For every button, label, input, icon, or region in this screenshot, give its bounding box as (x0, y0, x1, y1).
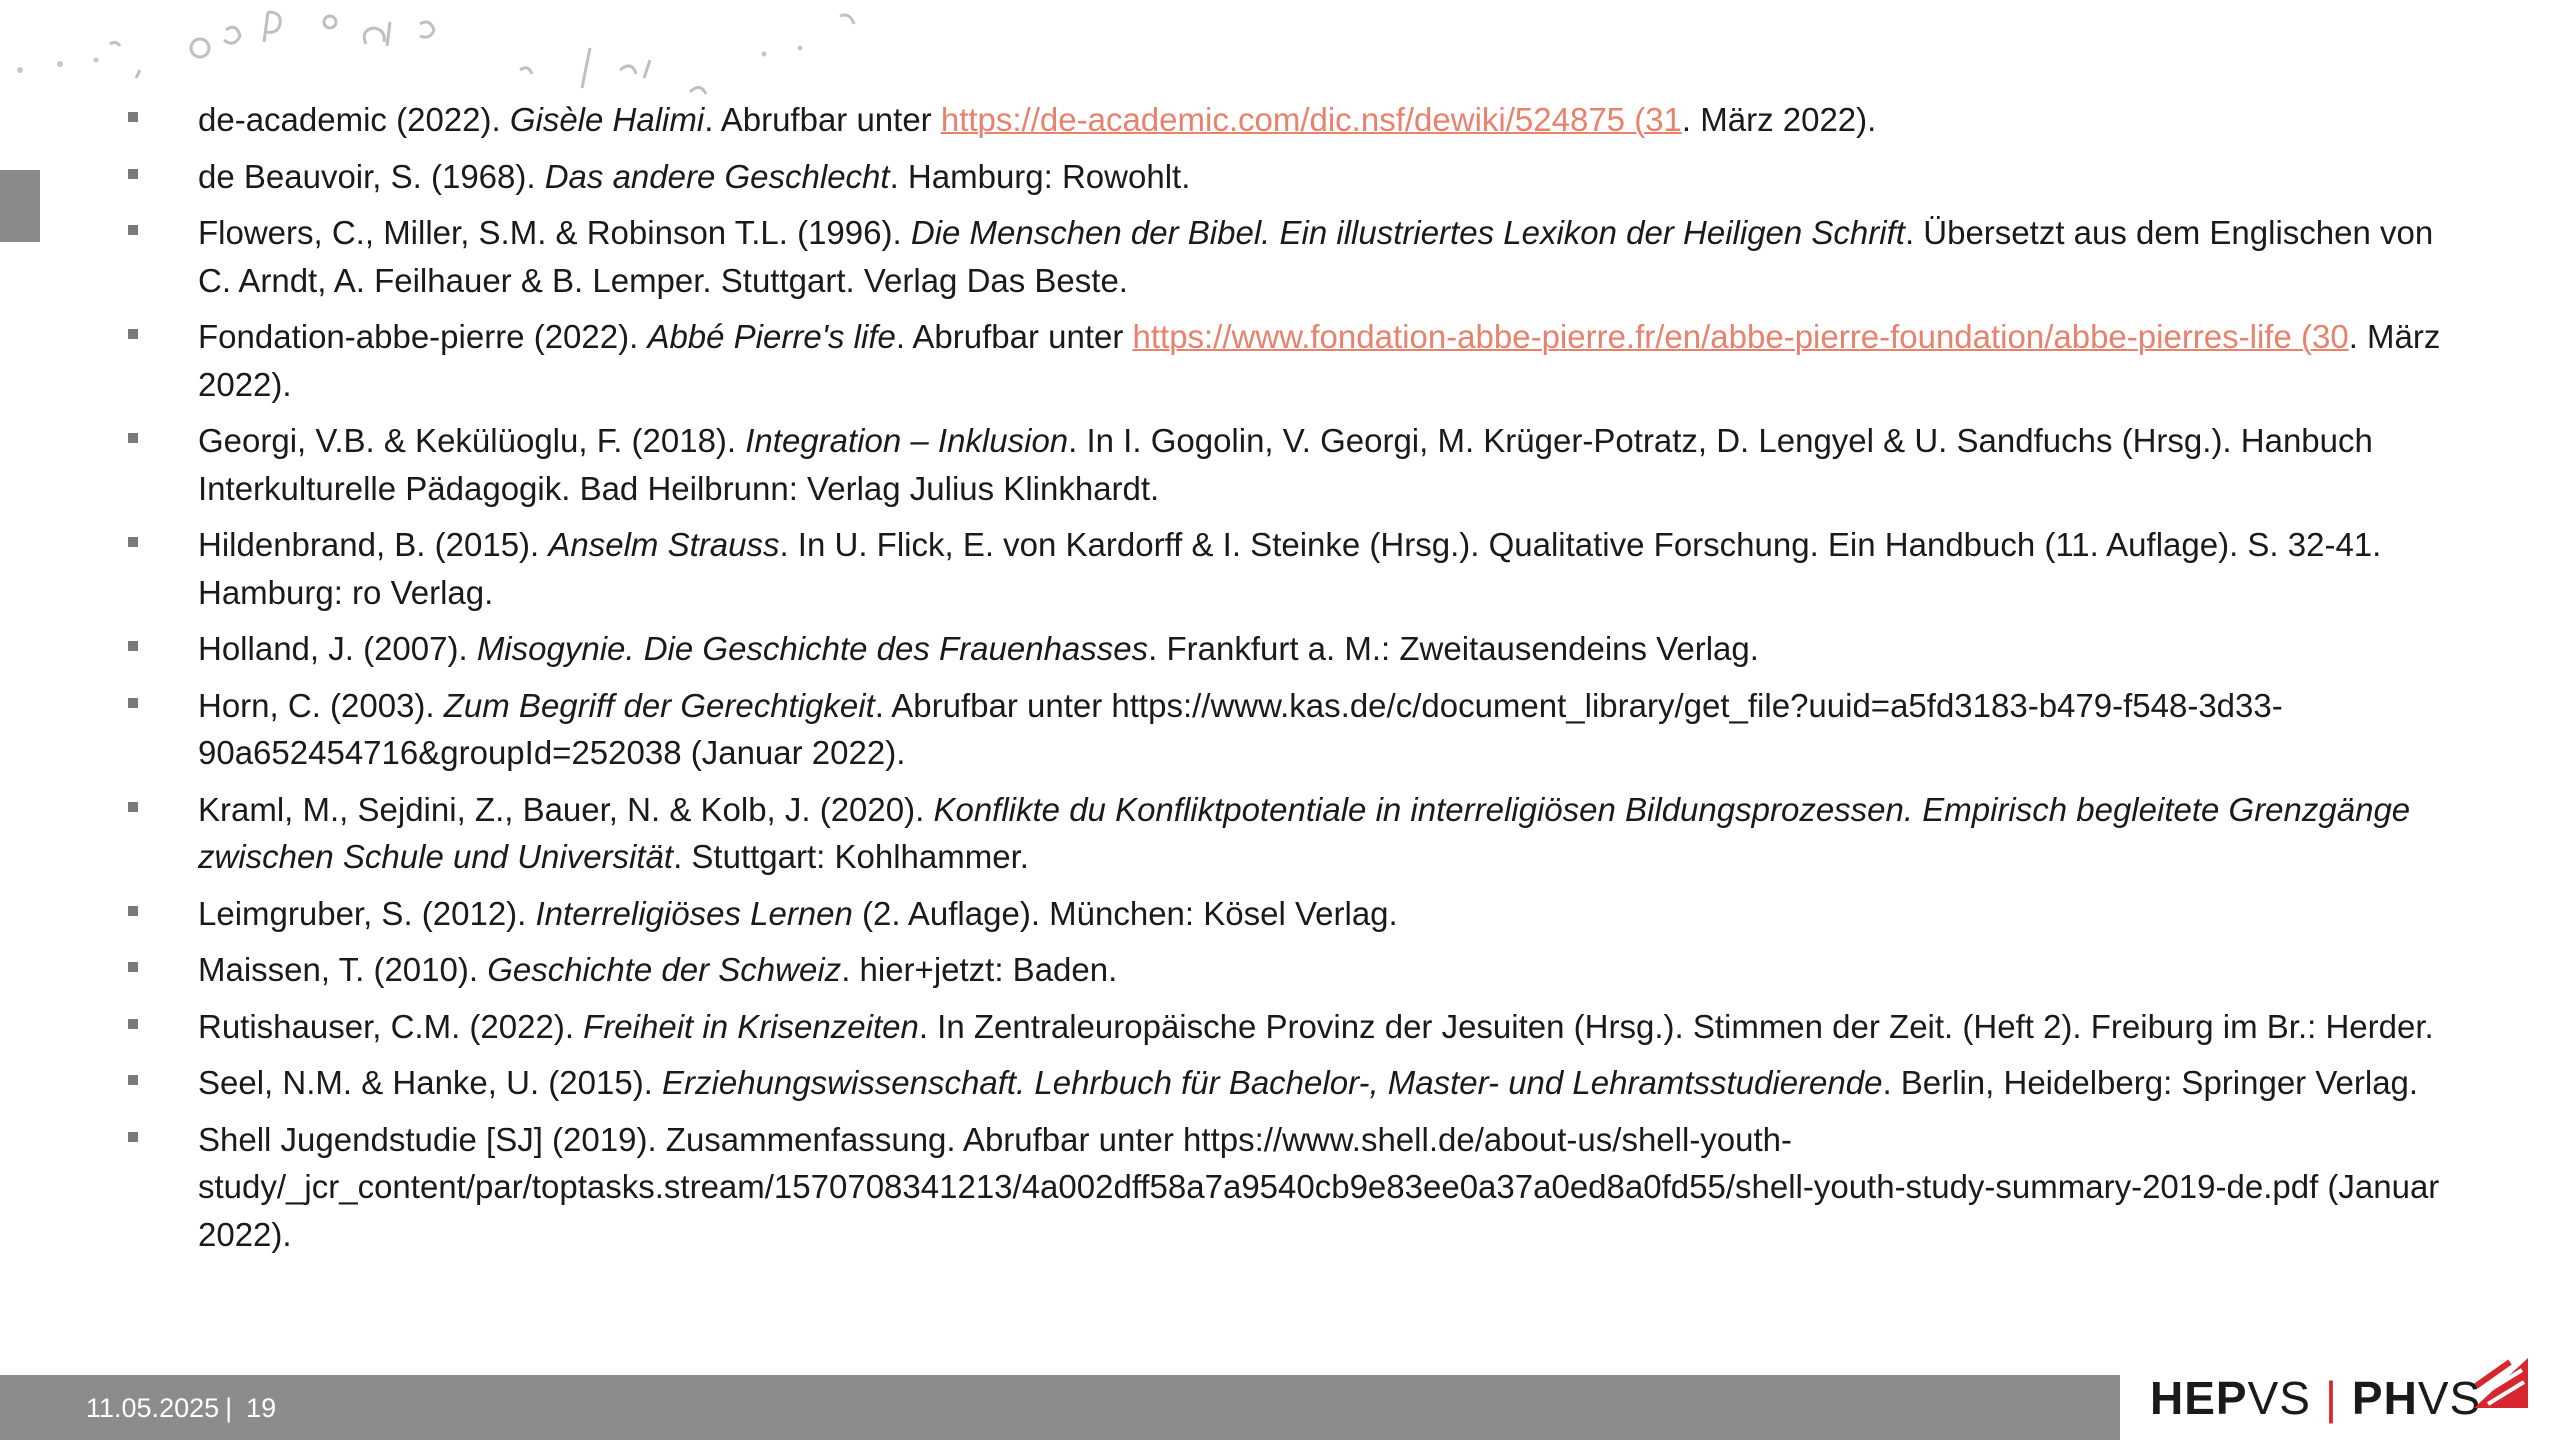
bullet-icon (128, 1132, 138, 1142)
reference-text: Shell Jugendstudie [SJ] (2019). Zusammenfassung. Abrufbar unter https://www.shell.de/about-us/shell-youth-study/_jcr_content/par/toptasks.stream/1570708341213/4a002dff58a7a9540cb9e83ee0a37a0ed8a0fd55/shell-youth-study-summary-2019-de.pdf (Januar 2022). (198, 1120, 2440, 1253)
logo-divider: | (2324, 1372, 2338, 1424)
reference-title: Freiheit in Krisenzeiten (583, 1007, 919, 1045)
footer-info (86, 1392, 276, 1424)
footer-date: 11.05.2025 (86, 1393, 220, 1423)
reference-item (128, 682, 2458, 777)
reference-title: Abbé Pierre's life (647, 318, 896, 355)
reference-item (128, 313, 2458, 408)
reference-item (128, 209, 2458, 304)
reference-text: (2. Auflage). München: Kösel Verlag. (852, 894, 1398, 932)
logo (2150, 1360, 2550, 1435)
reference-item (128, 946, 2458, 994)
reference-text: . In U. Flick, E. von Kardorff & I. Steinke (Hrsg.). Qualitative Forschung. Ein Handbuch (11. Auflage). S. 32-41. Hamburg: ro Verlag. (198, 526, 2382, 611)
reference-list (128, 96, 2458, 1267)
reference-title: Anselm Strauss (548, 526, 780, 563)
logo-ph-vs: VS (2417, 1372, 2482, 1424)
reference-text: . Frankfurt a. M.: Zweitausendeins Verlag. (1148, 630, 1759, 667)
reference-text: . März 2022). (198, 318, 2441, 403)
reference-text: Georgi, V.B. & Kekülüoglu, F. (2018). (198, 422, 746, 459)
reference-item (128, 1059, 2458, 1107)
bullet-icon (128, 962, 138, 972)
reference-text: . Abrufbar unter (895, 318, 1133, 355)
reference-item (128, 625, 2458, 673)
reference-link[interactable]: https://www.fondation-abbe-pierre.fr/en/abbe-pierre-foundation/abbe-pierres-life (30 (1132, 318, 2349, 355)
reference-text: . Berlin, Heidelberg: Springer Verlag. (1882, 1064, 2419, 1101)
reference-text: . März 2022). (1681, 101, 1877, 138)
logo-ph: PH (2351, 1372, 2418, 1424)
bullet-icon (128, 698, 138, 708)
logo-hep-vs: VS (2247, 1372, 2311, 1424)
reference-item (128, 1116, 2458, 1259)
bullet-icon (128, 1019, 138, 1029)
reference-text: . Stuttgart: Kohlhammer. (673, 838, 1029, 875)
reference-text: . Hamburg: Rowohlt. (889, 157, 1191, 195)
reference-text: . In I. Gogolin, V. Georgi, M. Krüger-Potratz, D. Lengyel & U. Sandfuchs (Hrsg.). Hanbuch Interkulturelle Pädagogik. Bad Heilbrunn: Verlag Julius Klinkhardt. (198, 422, 2373, 507)
reference-text: . hier+jetzt: Baden. (841, 951, 1118, 988)
bullet-icon (128, 329, 138, 339)
reference-item (128, 96, 2458, 144)
reference-text: Kraml, M., Sejdini, Z., Bauer, N. & Kolb, J. (2020). (198, 790, 934, 828)
bullet-icon (128, 802, 138, 812)
reference-item (128, 786, 2458, 881)
reference-title: Integration – Inklusion (745, 422, 1069, 459)
reference-title: Geschichte der Schweiz (487, 951, 842, 988)
reference-text: . In Zentraleuropäische Provinz der Jesuiten (Hrsg.). Stimmen der Zeit. (Heft 2). Freiburg im Br.: Herder. (918, 1007, 2434, 1045)
reference-text: . Übersetzt aus dem Englischen von C. Arndt, A. Feilhauer & B. Lemper. Stuttgart. Verlag Das Beste. (198, 214, 2434, 299)
reference-item (128, 890, 2458, 938)
bullet-icon (128, 641, 138, 651)
reference-text: Maissen, T. (2010). (198, 951, 488, 988)
reference-title: Interreligiöses Lernen (535, 894, 853, 932)
bullet-icon (128, 537, 138, 547)
reference-item (128, 521, 2458, 616)
reference-title: Die Menschen der Bibel. Ein illustriertes Lexikon der Heiligen Schrift (910, 214, 1905, 251)
reference-item (128, 1003, 2458, 1051)
page-number: 19 (246, 1393, 277, 1423)
reference-text: de-academic (2022). (198, 101, 510, 138)
bullet-icon (128, 225, 138, 235)
reference-text: Fondation-abbe-pierre (2022). (198, 318, 648, 355)
reference-item (128, 417, 2458, 512)
bullet-icon (128, 906, 138, 916)
left-marker (0, 170, 40, 242)
reference-text: Rutishauser, C.M. (2022). (198, 1007, 584, 1045)
bullet-icon (128, 169, 138, 179)
bullet-icon (128, 433, 138, 443)
reference-text: . Abrufbar unter (704, 101, 941, 138)
reference-text: Leimgruber, S. (2012). (198, 894, 536, 932)
reference-text: Hildenbrand, B. (2015). (198, 526, 549, 563)
reference-title: Das andere Geschlecht (544, 157, 890, 195)
reference-text: Seel, N.M. & Hanke, U. (2015). (198, 1064, 663, 1101)
reference-title: Zum Begriff der Gerechtigkeit (443, 686, 875, 724)
reference-text: de Beauvoir, S. (1968). (198, 157, 545, 195)
logo-hep: HEP (2150, 1372, 2248, 1424)
reference-title: Misogynie. Die Geschichte des Frauenhasses (476, 630, 1149, 667)
logo-mark-icon (2470, 1350, 2532, 1412)
footer-separator: | (225, 1393, 233, 1423)
bullet-icon (128, 1075, 138, 1085)
reference-link[interactable]: https://de-academic.com/dic.nsf/dewiki/524875 (31 (940, 101, 1682, 138)
reference-text: . Abrufbar unter https://www.kas.de/c/document_library/get_file?uuid=a5fd3183-b479-f548-3d33-90a652454716&groupId=252038 (Januar 2022). (198, 686, 2283, 771)
decorative-letters (0, 0, 950, 110)
reference-title: Gisèle Halimi (509, 101, 705, 138)
bullet-icon (128, 112, 138, 122)
reference-title: Konflikte du Konfliktpotentiale in interreligiösen Bildungsprozessen. Empirisch begleitete Grenzgänge zwischen Schule und Universität (198, 790, 2411, 875)
reference-text: Horn, C. (2003). (198, 686, 444, 724)
reference-title: Erziehungswissenschaft. Lehrbuch für Bachelor-, Master- und Lehramtsstudierende (662, 1064, 1883, 1101)
reference-text: Holland, J. (2007). (198, 630, 477, 667)
reference-text: Flowers, C., Miller, S.M. & Robinson T.L. (1996). (198, 214, 911, 251)
logo-text (2150, 1368, 2481, 1428)
footer-bar (0, 1375, 2120, 1440)
reference-item (128, 153, 2458, 201)
